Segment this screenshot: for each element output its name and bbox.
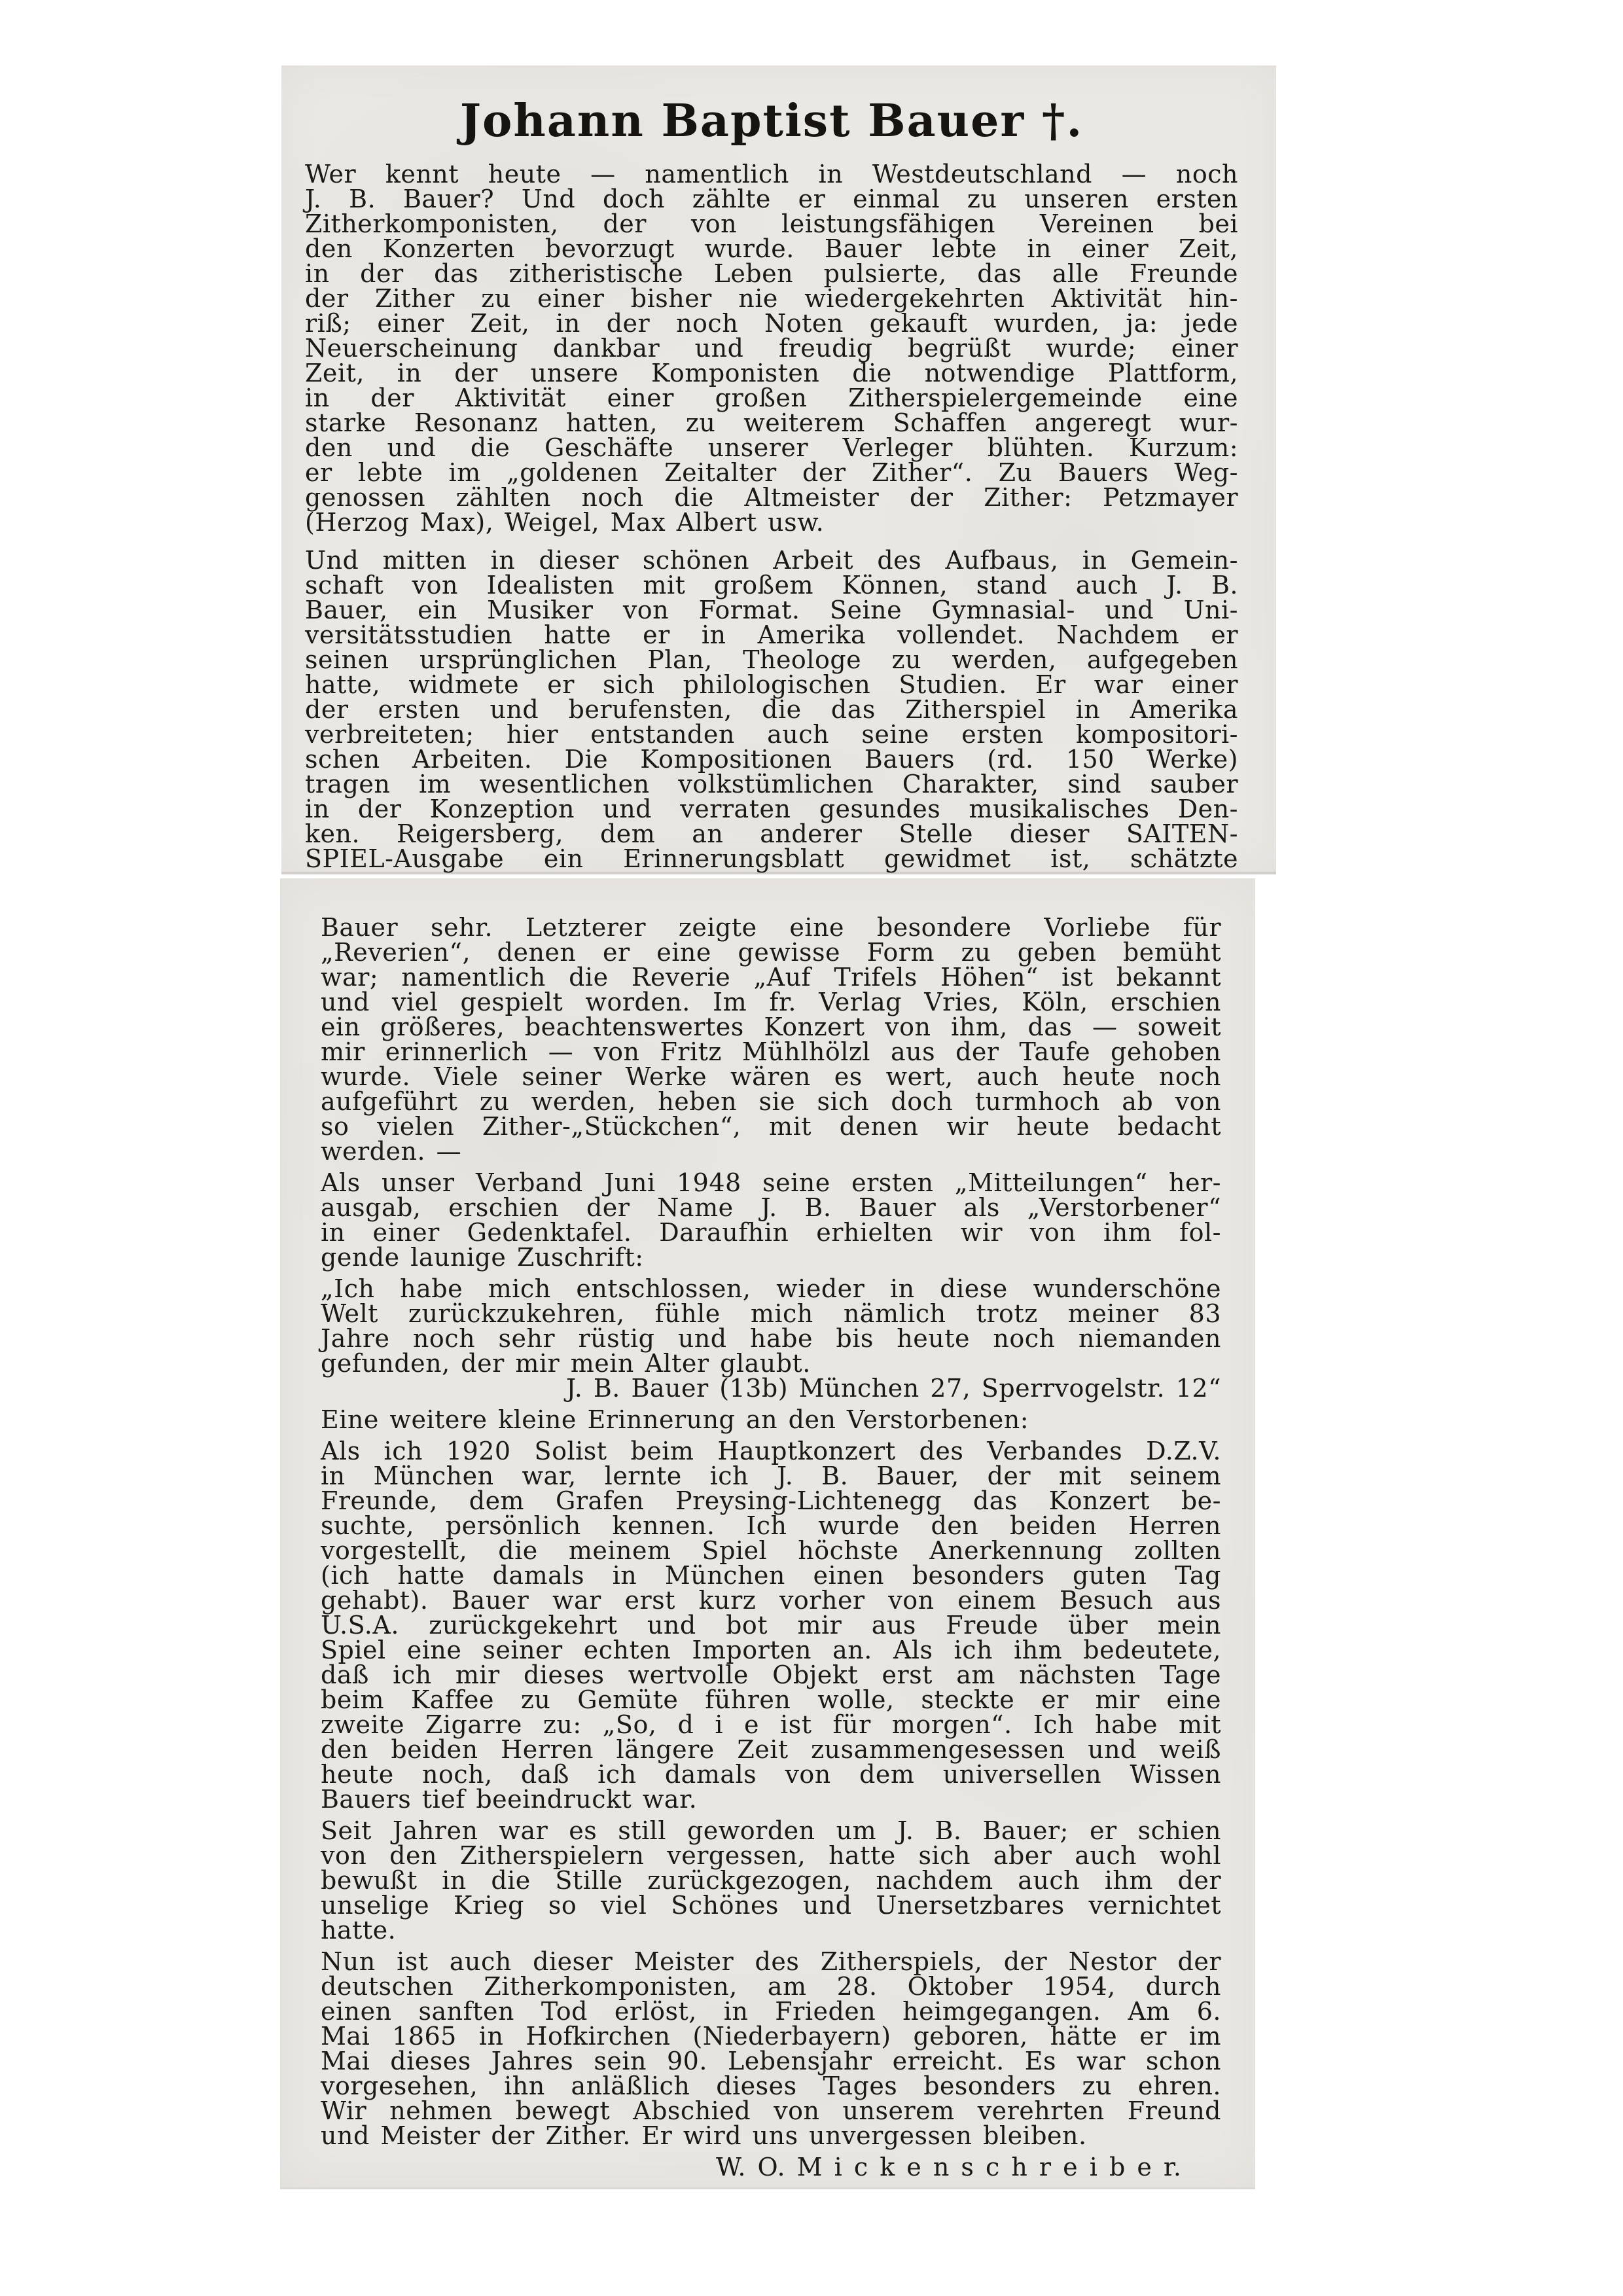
text-line: bewußt in die Stille zurückgezogen, nachdem auch ihm der	[321, 1866, 1221, 1895]
text-line: Bauer sehr. Letzterer zeigte eine besondere Vorliebe für	[321, 913, 1221, 942]
text-line: riß; einer Zeit, in der noch Noten gekauft wurden, ja: jede	[305, 309, 1238, 338]
text-line: J. B. Bauer? Und doch zählte er einmal zu unseren ersten	[305, 185, 1238, 213]
text-line: aufgeführt zu werden, heben sie sich doch turmhoch ab von	[321, 1087, 1221, 1116]
text-line: werden. —	[321, 1137, 462, 1166]
text-line: mir erinnerlich — von Fritz Mühlhölzl aus der Taufe gehoben	[321, 1037, 1221, 1066]
text-line: versitätsstudien hatte er in Amerika vollendet. Nachdem er	[305, 620, 1238, 649]
text-line: gehabt). Bauer war erst kurz vorher von einem Besuch aus	[321, 1586, 1221, 1615]
paragraph-verband-1948	[321, 1170, 1221, 1270]
text-line: so vielen Zither-„Stückchen“, mit denen wir heute bedacht	[321, 1112, 1221, 1141]
text-line: Mai 1865 in Hofkirchen (Niederbayern) geboren, hätte er im	[321, 2022, 1221, 2051]
text-line: starke Resonanz hatten, zu weiterem Schaffen angeregt wur-	[305, 408, 1238, 437]
quote-lines	[321, 1276, 1221, 1376]
text-line: beim Kaffee zu Gemüte führen wolle, steckte er mir eine	[321, 1685, 1221, 1714]
text-line: Und mitten in dieser schönen Arbeit des Aufbaus, in Gemein-	[305, 546, 1238, 575]
text-line: schen Arbeiten. Die Kompositionen Bauers (rd. 150 Werke)	[305, 745, 1238, 774]
text-line: SPIEL-Ausgabe ein Erinnerungsblatt gewidmet ist, schätzte	[305, 844, 1238, 873]
newspaper-clipping-top	[281, 65, 1276, 872]
text-line: Als ich 1920 Solist beim Hauptkonzert des Verbandes D.Z.V.	[321, 1437, 1221, 1465]
text-line: Jahre noch sehr rüstig und habe bis heute noch niemanden	[321, 1324, 1221, 1353]
text-line: verbreiteten; hier entstanden auch seine ersten kompositori-	[305, 720, 1238, 749]
text-line: Eine weitere kleine Erinnerung an den Verstorbenen:	[321, 1405, 1029, 1434]
text-line: den Konzerten bevorzugt wurde. Bauer lebte in einer Zeit,	[305, 234, 1238, 263]
text-line: Welt zurückzukehren, fühle mich nämlich trotz meiner 83	[321, 1299, 1221, 1328]
paragraph-intro	[305, 162, 1238, 535]
text-line: „Reverien“, denen er eine gewisse Form zu geben bemüht	[321, 938, 1221, 967]
text-line: ausgab, erschien der Name J. B. Bauer als „Verstorbener“	[321, 1193, 1221, 1222]
text-line: den beiden Herren längere Zeit zusammengesessen und weiß	[321, 1735, 1221, 1764]
text-line: seinen ursprünglichen Plan, Theologe zu werden, aufgegeben	[305, 645, 1238, 674]
text-line: in der Konzeption und verraten gesundes musikalisches Den-	[305, 795, 1238, 823]
text-line: (Herzog Max), Weigel, Max Albert usw.	[305, 508, 825, 537]
text-line: war; namentlich die Reverie „Auf Trifels Höhen“ ist bekannt	[321, 963, 1221, 992]
text-line: Wer kennt heute — namentlich in Westdeutschland — noch	[305, 160, 1238, 188]
paragraph-quote-letter	[321, 1276, 1221, 1401]
text-line: und Meister der Zither. Er wird uns unvergessen bleiben.	[321, 2121, 1087, 2150]
text-line: zweite Zigarre zu: „So, d i e ist für morgen“. Ich habe mit	[321, 1710, 1221, 1739]
text-line: Freunde, dem Grafen Preysing-Lichtenegg das Konzert be-	[321, 1486, 1221, 1515]
text-line: tragen im wesentlichen volkstümlichen Charakter, sind sauber	[305, 770, 1238, 798]
article-title: Johann Baptist Bauer †.	[459, 95, 1084, 147]
paragraph-erinnerung-heading	[321, 1407, 1221, 1432]
text-line: Zeit, in der unsere Komponisten die notwendige Plattform,	[305, 359, 1238, 387]
text-line: schaft von Idealisten mit großem Können, stand auch J. B.	[305, 571, 1238, 600]
text-line: in München war, lernte ich J. B. Bauer, der mit seinem	[321, 1462, 1221, 1490]
text-line: Zitherkomponisten, der von leistungsfähigen Vereinen bei	[305, 209, 1238, 238]
text-line: Bauer, ein Musiker von Format. Seine Gymnasial- und Uni-	[305, 596, 1238, 624]
text-line: Als unser Verband Juni 1948 seine ersten „Mitteilungen“ her-	[321, 1168, 1221, 1197]
text-line: genossen zählten noch die Altmeister der Zither: Petzmayer	[305, 483, 1238, 512]
text-line: in einer Gedenktafel. Daraufhin erhielten wir von ihm fol-	[321, 1218, 1221, 1247]
text-line: ken. Reigersberg, dem an anderer Stelle dieser SAITEN-	[305, 819, 1238, 848]
quote-address-line: J. B. Bauer (13b) München 27, Sperrvogelstr. 12“	[565, 1374, 1221, 1403]
text-line: vorgesehen, ihn anläßlich dieses Tages besonders zu ehren.	[321, 2072, 1221, 2100]
text-line: den und die Geschäfte unserer Verleger blühten. Kurzum:	[305, 433, 1238, 462]
text-line: U.S.A. zurückgekehrt und bot mir aus Freude über mein	[321, 1611, 1221, 1640]
text-line: einen sanften Tod erlöst, in Frieden heimgegangen. Am 6.	[321, 1997, 1221, 2026]
text-line: hatte.	[321, 1916, 397, 1945]
paragraph-1920-konzert	[321, 1439, 1221, 1812]
text-line: Wir nehmen bewegt Abschied von unserem verehrten Freund	[321, 2096, 1221, 2125]
text-line: der Zither zu einer bisher nie wiedergekehrten Aktivität hin-	[305, 284, 1238, 313]
text-line: wurde. Viele seiner Werke wären es wert, auch heute noch	[321, 1062, 1221, 1091]
paragraph-reverien	[321, 915, 1221, 1164]
text-line: gende launige Zuschrift:	[321, 1243, 644, 1272]
paragraph-still-geworden	[321, 1818, 1221, 1943]
text-line: Bauers tief beeindruckt war.	[321, 1785, 698, 1814]
text-line: in der Aktivität einer großen Zitherspielergemeinde eine	[305, 384, 1238, 412]
text-line: hatte, widmete er sich philologischen Studien. Er war einer	[305, 670, 1238, 699]
text-line: suchte, persönlich kennen. Ich wurde den beiden Herren	[321, 1511, 1221, 1540]
paragraph-nachruf	[321, 1949, 1221, 2148]
text-line: „Ich habe mich entschlossen, wieder in diese wunderschöne	[321, 1274, 1221, 1303]
text-line: von den Zitherspielern vergessen, hatte sich aber auch wohl	[321, 1841, 1221, 1870]
paragraph-aufbau	[305, 548, 1238, 871]
text-line: gefunden, der mir mein Alter glaubt.	[321, 1349, 811, 1378]
text-line: und viel gespielt worden. Im fr. Verlag Vries, Köln, erschien	[321, 988, 1221, 1016]
text-line: daß ich mir dieses wertvolle Objekt erst am nächsten Tage	[321, 1660, 1221, 1689]
text-line: er lebte im „goldenen Zeitalter der Zither“. Zu Bauers Weg-	[305, 458, 1238, 487]
text-line: Spiel eine seiner echten Importen an. Als ich ihm bedeutete,	[321, 1636, 1221, 1664]
text-line: heute noch, daß ich damals von dem universellen Wissen	[321, 1760, 1221, 1789]
text-line: Neuerscheinung dankbar und freudig begrüßt wurde; einer	[305, 334, 1238, 363]
author-signature: W. O. M i c k e n s c h r e i b e r.	[715, 2153, 1182, 2181]
text-line: ein größeres, beachtenswertes Konzert von ihm, das — soweit	[321, 1013, 1221, 1041]
text-line: (ich hatte damals in München einen besonders guten Tag	[321, 1561, 1221, 1590]
text-line: Mai dieses Jahres sein 90. Lebensjahr erreicht. Es war schon	[321, 2047, 1221, 2075]
text-line: der ersten und berufensten, die das Zitherspiel in Amerika	[305, 695, 1238, 724]
text-line: unselige Krieg so viel Schönes und Unersetzbares vernichtet	[321, 1891, 1221, 1920]
text-line: deutschen Zitherkomponisten, am 28. Oktober 1954, durch	[321, 1972, 1221, 2001]
text-line: in der das zitheristische Leben pulsierte, das alle Freunde	[305, 259, 1238, 288]
paragraph-author	[321, 2155, 1221, 2179]
text-line: Nun ist auch dieser Meister des Zitherspiels, der Nestor der	[321, 1947, 1221, 1976]
newspaper-clipping-bottom	[280, 878, 1255, 2187]
text-line: vorgestellt, die meinem Spiel höchste Anerkennung zollten	[321, 1536, 1221, 1565]
text-line: Seit Jahren war es still geworden um J. B. Bauer; er schien	[321, 1816, 1221, 1845]
